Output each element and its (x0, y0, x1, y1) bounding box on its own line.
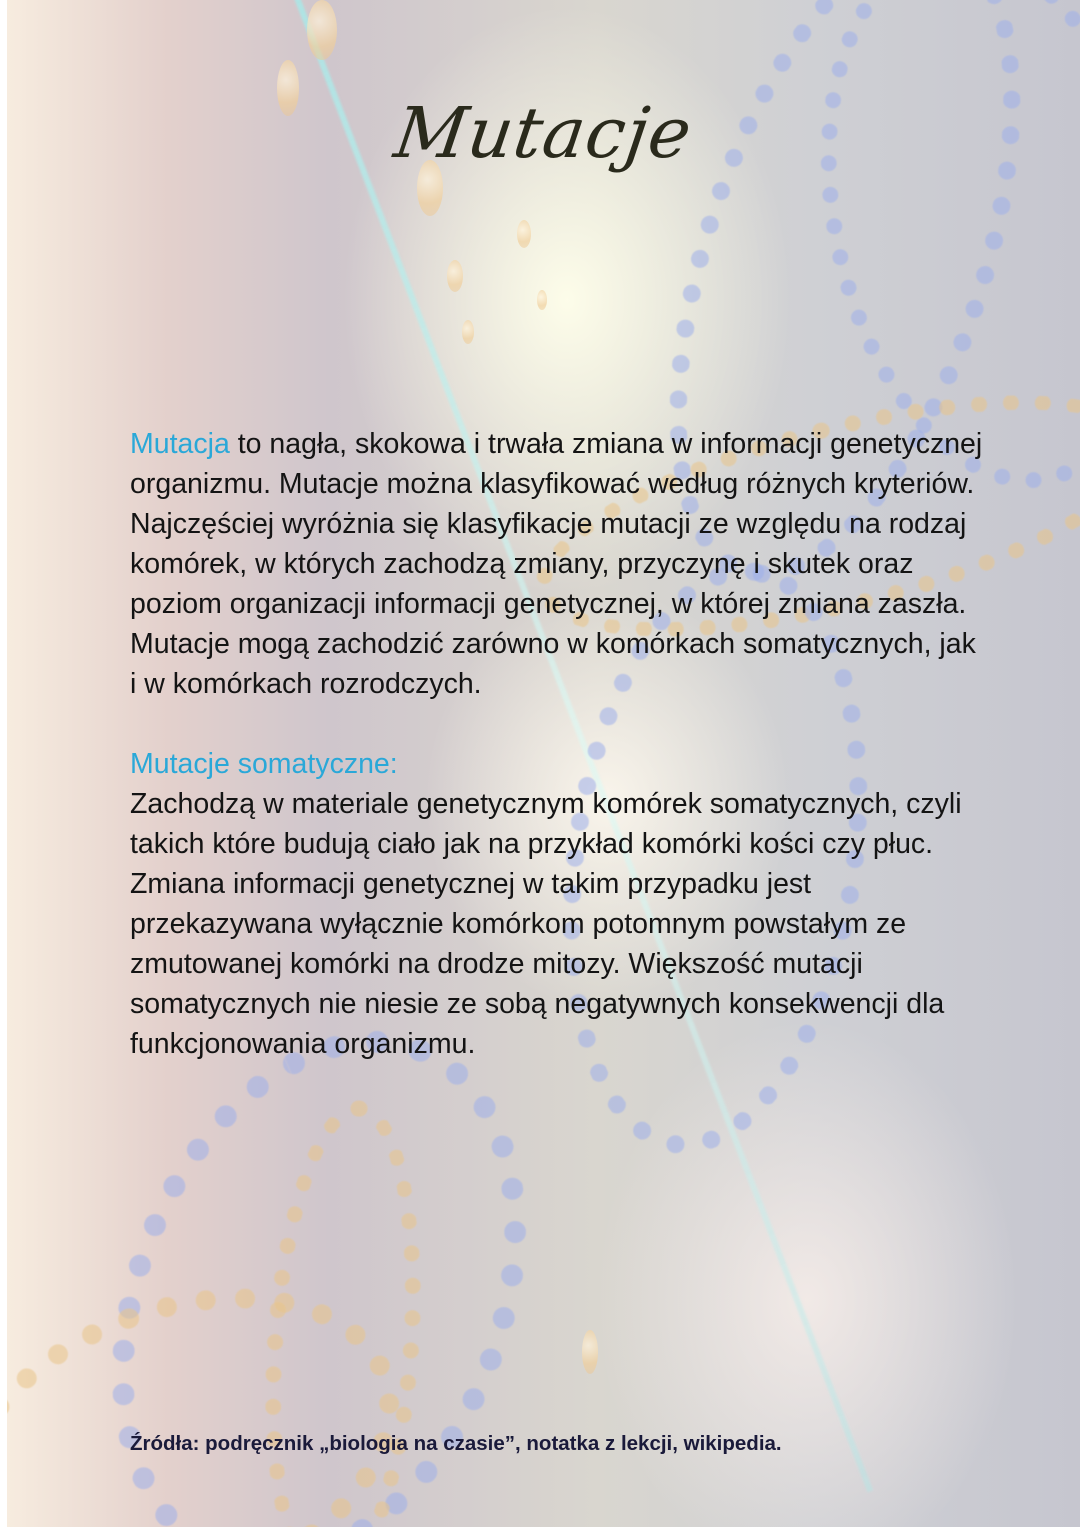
bubble-decoration (307, 0, 337, 60)
bubble-decoration (447, 260, 463, 292)
bubble-decoration (462, 320, 474, 344)
bubble-decoration (537, 290, 547, 310)
page-title: Mutacje (389, 92, 698, 174)
bubble-decoration (582, 1330, 598, 1374)
bubble-decoration (517, 220, 531, 248)
document-body (130, 424, 990, 1064)
cells-note-paragraph: Mutacje mogą zachodzić zarówno w komórkach somatycznych, jak i w komórkach rozrodczych. (130, 628, 976, 700)
somatic-paragraph: Zachodzą w materiale genetycznym komórek somatycznych, czyli takich które budują ciało jak na przykład komórki kości czy płuc. Zmiana informacji genetycznej w takim przypadku jest przekazywana wyłącznie komórkom potomnym powstałym ze zmutowanej komórki na drodze mitozy. Większość mutacji somatycznych nie niesie ze sobą negatywnych konsekwencji dla funkcjonowania organizmu. (130, 788, 962, 1060)
definition-text: to nagła, skokowa i trwała zmiana w informacji genetycznej organizmu. Mutacje można klasyfikować według różnych kryteriów. Najczęściej wyróżnia się klasyfikacje mutacji ze względu na rodzaj komórek, w których zachodzą zmiany, przyczynę i skutek oraz poziom organizacji informacji genetycznej, w której zmiana zaszła. (130, 428, 983, 620)
sources-footer: Źródła: podręcznik „biologia na czasie”, notatka z lekcji, wikipedia. (130, 1432, 782, 1455)
section-heading-somatic: Mutacje somatyczne: (130, 748, 398, 780)
spacer (130, 704, 990, 744)
term-highlight: Mutacja (130, 428, 230, 460)
intro-paragraph (130, 424, 990, 624)
document-page (7, 0, 1080, 1527)
